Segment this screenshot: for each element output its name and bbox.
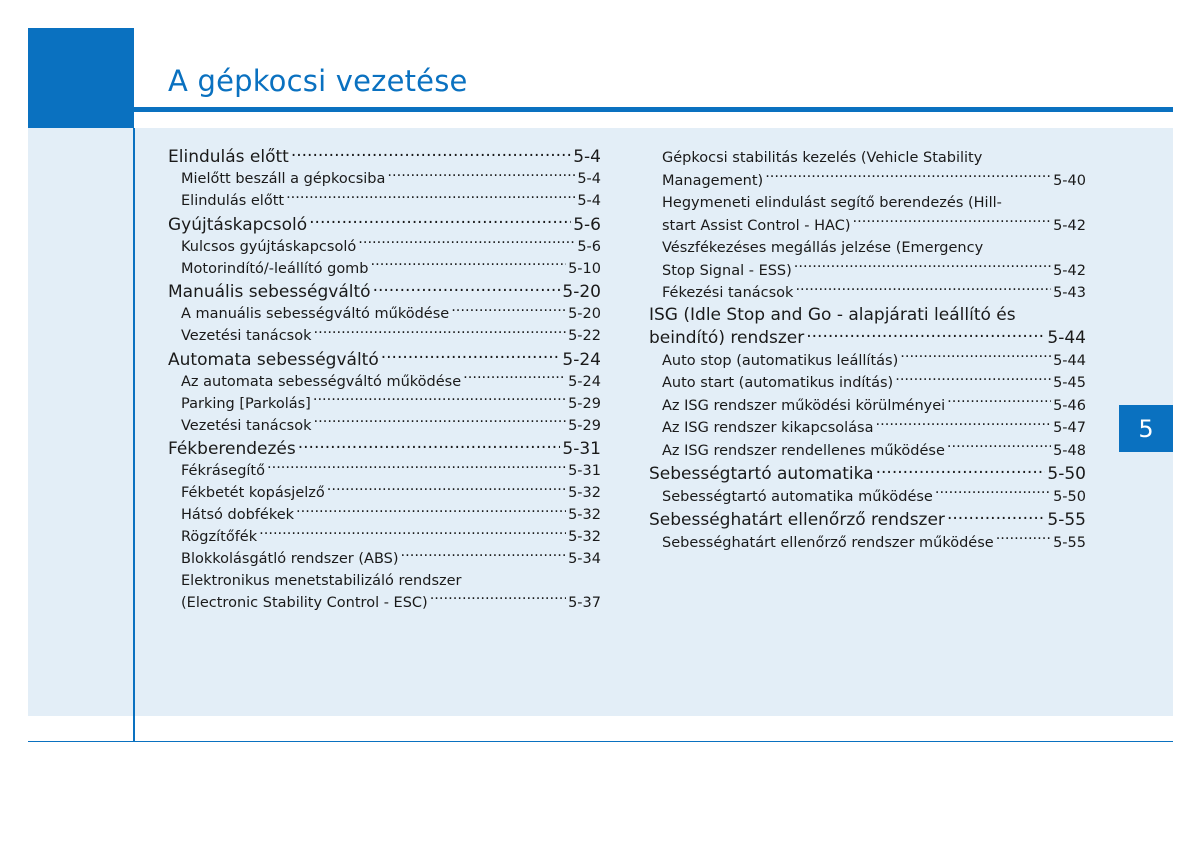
- toc-subsection[interactable]: [649, 372, 1086, 395]
- dot-leader: [935, 486, 1051, 501]
- toc-page-number: 5-29: [568, 395, 601, 412]
- toc-subsection[interactable]: [168, 505, 601, 527]
- toc-entry-label-line1: Vészfékezéses megállás jelzése (Emergency: [662, 240, 984, 256]
- toc-subsection[interactable]: [168, 326, 601, 348]
- dot-leader: [795, 283, 1051, 298]
- dot-leader: [996, 532, 1051, 547]
- toc-entry-label: Stop Signal - ESS): [662, 262, 792, 279]
- toc-subsection[interactable]: [649, 147, 1086, 192]
- toc-subsection[interactable]: [168, 236, 601, 258]
- toc-section[interactable]: [649, 305, 1086, 350]
- toc-section[interactable]: [168, 348, 601, 372]
- toc-entry-label: Manuális sebességváltó: [168, 282, 371, 302]
- toc-subsection[interactable]: [168, 169, 601, 191]
- dot-leader: [373, 280, 561, 297]
- toc-column-left: [168, 145, 601, 614]
- toc-page-number: 5-4: [577, 193, 601, 209]
- toc-entry-label: Sebességtartó automatika: [649, 464, 874, 484]
- toc-entry-label: Management): [662, 172, 764, 189]
- toc-page-number: 5-55: [1047, 510, 1086, 530]
- toc-page-number: 5-31: [568, 463, 601, 479]
- toc-entry-label: Az ISG rendszer kikapcsolása: [662, 420, 874, 436]
- toc-entry-label: beindító) rendszer: [649, 328, 805, 348]
- toc-entry-label: Fékezési tanácsok: [662, 285, 794, 301]
- left-side-panel: [28, 128, 134, 716]
- dot-leader: [298, 437, 561, 454]
- toc-page-number: 5-44: [1047, 328, 1086, 348]
- dot-leader: [314, 326, 567, 341]
- dot-leader: [291, 145, 571, 162]
- toc-entry-label: Sebességhatárt ellenőrző rendszer: [649, 510, 945, 530]
- toc-page-number: 5-4: [577, 171, 601, 187]
- dot-leader: [806, 326, 1045, 343]
- toc-entry-label: Elindulás előtt: [181, 193, 285, 209]
- dot-leader: [947, 508, 1045, 525]
- toc-section[interactable]: [649, 462, 1086, 486]
- toc-page-number: 5-44: [1053, 352, 1086, 369]
- toc-subsection[interactable]: [649, 440, 1086, 463]
- toc-page-number: 5-50: [1053, 488, 1086, 505]
- dot-leader: [314, 415, 567, 430]
- toc-page-number: 5-29: [568, 417, 601, 434]
- toc-subsection[interactable]: [168, 549, 601, 571]
- toc-page-number: 5-6: [577, 238, 601, 255]
- dot-leader: [451, 304, 566, 319]
- toc-page-number: 5-46: [1053, 397, 1086, 414]
- dot-leader: [876, 418, 1052, 433]
- toc-subsection[interactable]: [168, 393, 601, 415]
- dot-leader: [900, 350, 1051, 365]
- dot-leader: [876, 462, 1046, 479]
- toc-subsection[interactable]: [168, 571, 601, 615]
- toc-page-number: 5-40: [1053, 172, 1086, 189]
- dot-leader: [296, 505, 566, 520]
- chapter-tab[interactable]: 5: [1119, 405, 1173, 452]
- toc-entry-label-line1: ISG (Idle Stop and Go - alapjárati leállító és: [649, 304, 1016, 325]
- toc-entry-label: Blokkolásgátló rendszer (ABS): [181, 551, 399, 567]
- toc-page-number: 5-48: [1053, 442, 1086, 459]
- dot-leader: [381, 348, 561, 365]
- toc-page-number: 5-24: [568, 373, 601, 390]
- toc-subsection[interactable]: [168, 191, 601, 213]
- toc-entry-label: Sebességtartó automatika működése: [662, 488, 933, 505]
- toc-subsection[interactable]: [168, 371, 601, 393]
- toc-subsection[interactable]: [649, 282, 1086, 305]
- dot-leader: [947, 395, 1051, 410]
- toc-subsection[interactable]: [649, 486, 1086, 509]
- toc-page-number: 5-37: [568, 594, 601, 611]
- toc-subsection[interactable]: [649, 417, 1086, 440]
- bottom-rule: [28, 741, 1173, 742]
- toc-entry-label: (Electronic Stability Control - ESC): [181, 594, 428, 611]
- dot-leader: [387, 169, 575, 184]
- toc-page-number: 5-20: [568, 306, 601, 322]
- dot-leader: [327, 483, 566, 498]
- toc-entry-label: Elindulás előtt: [168, 147, 289, 167]
- dot-leader: [430, 592, 566, 607]
- dot-leader: [313, 393, 566, 408]
- dot-leader: [794, 260, 1051, 275]
- toc-entry-label: Gyújtáskapcsoló: [168, 214, 308, 235]
- toc-subsection[interactable]: [649, 350, 1086, 373]
- toc-entry-label: Vezetési tanácsok: [181, 417, 312, 434]
- dot-leader: [765, 170, 1051, 185]
- toc-entry-label: Fékrásegítő: [181, 463, 265, 479]
- toc-page-number: 5-24: [562, 349, 601, 370]
- toc-entry-label: Auto stop (automatikus leállítás): [662, 352, 899, 369]
- toc-page-number: 5-22: [568, 328, 601, 344]
- dot-leader: [267, 461, 566, 476]
- toc-section[interactable]: [168, 213, 601, 237]
- toc-entry-label: A manuális sebességváltó működése: [181, 306, 450, 322]
- toc-page-number: 5-32: [568, 485, 601, 501]
- toc-entry-label: Motorindító/-leállító gomb: [181, 260, 369, 277]
- toc-subsection[interactable]: [649, 237, 1086, 282]
- page-title: A gépkocsi vezetése: [168, 64, 468, 98]
- toc-entry-label: Parking [Parkolás]: [181, 395, 311, 412]
- dot-leader: [309, 213, 571, 230]
- toc-entry-label: Vezetési tanácsok: [181, 328, 312, 344]
- toc-page-number: 5-45: [1053, 375, 1086, 391]
- toc-entry-label: Kulcsos gyújtáskapcsoló: [181, 238, 357, 255]
- toc-subsection[interactable]: [168, 483, 601, 505]
- dot-leader: [401, 549, 567, 564]
- toc-page-number: 5-32: [568, 529, 601, 545]
- toc-entry-label: Az automata sebességváltó működése: [181, 373, 462, 390]
- left-color-block: [28, 28, 134, 128]
- toc-page-number: 5-42: [1053, 262, 1086, 279]
- toc-entry-label: start Assist Control - HAC): [662, 217, 851, 234]
- toc-entry-label-line1: Elektronikus menetstabilizáló rendszer: [181, 572, 462, 589]
- toc-entry-label: Az ISG rendszer rendellenes működése: [662, 442, 945, 459]
- dot-leader: [358, 236, 575, 251]
- dot-leader: [947, 440, 1051, 455]
- dot-leader: [259, 527, 566, 542]
- toc-column-right: [649, 147, 1086, 554]
- toc-page-number: 5-6: [573, 214, 601, 235]
- toc-subsection[interactable]: [168, 258, 601, 280]
- toc-subsection[interactable]: [168, 461, 601, 483]
- toc-entry-label: Az ISG rendszer működési körülményei: [662, 397, 946, 414]
- dot-leader: [286, 191, 575, 206]
- toc-page-number: 5-34: [568, 551, 601, 567]
- dot-leader: [853, 215, 1052, 230]
- dot-leader: [463, 371, 566, 386]
- title-rule: [134, 107, 1173, 112]
- toc-subsection[interactable]: [649, 532, 1086, 555]
- dot-leader: [895, 373, 1051, 388]
- toc-entry-label: Fékberendezés: [168, 439, 296, 459]
- toc-page-number: 5-43: [1053, 285, 1086, 301]
- toc-subsection[interactable]: [168, 304, 601, 326]
- toc-page-number: 5-31: [562, 439, 601, 459]
- toc-section[interactable]: [168, 437, 601, 461]
- dot-leader: [371, 258, 567, 273]
- toc-entry-label: Sebességhatárt ellenőrző rendszer működése: [662, 534, 994, 551]
- toc-entry-label: Automata sebességváltó: [168, 349, 379, 370]
- toc-entry-label: Hátsó dobfékek: [181, 507, 295, 523]
- toc-page-number: 5-20: [562, 282, 601, 302]
- toc-entry-label-line1: Hegymeneti elindulást segítő berendezés (Hill-: [662, 195, 1002, 211]
- toc-entry-label-line1: Gépkocsi stabilitás kezelés (Vehicle Stability: [662, 150, 983, 166]
- toc-section[interactable]: [168, 280, 601, 304]
- toc-subsection[interactable]: [168, 415, 601, 437]
- toc-entry-label: Auto start (automatikus indítás): [662, 375, 894, 391]
- toc-page-number: 5-47: [1053, 420, 1086, 436]
- toc-entry-label: Fékbetét kopásjelző: [181, 485, 325, 501]
- toc-page-number: 5-32: [568, 507, 601, 523]
- toc-page-number: 5-55: [1053, 534, 1086, 551]
- toc-subsection[interactable]: [168, 527, 601, 549]
- toc-section[interactable]: [649, 508, 1086, 532]
- toc-page-number: 5-50: [1047, 464, 1086, 484]
- toc-page-number: 5-42: [1053, 217, 1086, 234]
- toc-entry-label: Mielőtt beszáll a gépkocsiba: [181, 171, 386, 187]
- toc-page-number: 5-4: [573, 147, 601, 167]
- toc-subsection[interactable]: [649, 192, 1086, 237]
- toc-subsection[interactable]: [649, 395, 1086, 418]
- toc-page-number: 5-10: [568, 260, 601, 277]
- toc-section[interactable]: [168, 145, 601, 169]
- toc-entry-label: Rögzítőfék: [181, 529, 258, 545]
